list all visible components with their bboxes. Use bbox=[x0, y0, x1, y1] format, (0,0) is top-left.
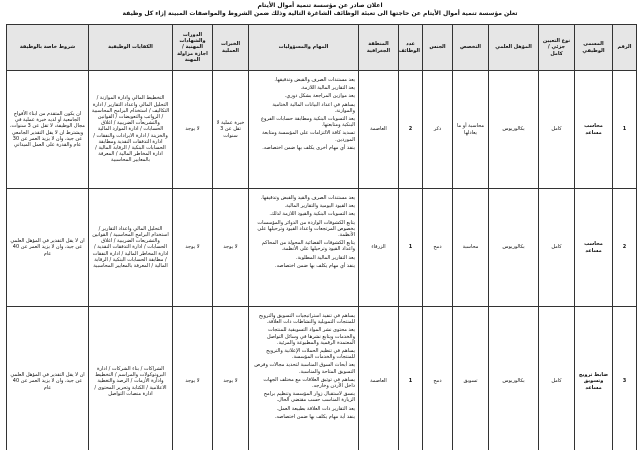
col-header-qualification: المؤهل العلمي bbox=[489, 25, 539, 71]
task-item: يساهم في توثيق العلاقات مع مختلف الجهات داخل الأردن وخارجه. bbox=[263, 376, 355, 390]
cell-competencies: التخطيط المالي وادارة الموازنة / التحليل المالي واعداد التقارير / ادارة التكاليف / استخدام البرامج المحاسبية / الرواتب والتعويضات / القوانين والتشريعات الضريبية / اغلاق الحسابات / ادارة الموارد المالية والخزينة / ادارة الايرادات والنفقات / ادارة التدفقات النقدية ومطابقة الحسابات البنكية / الرقابة المالية / ادارة المخاطر المالية / المعرفة بالمعايير المحاسبية bbox=[89, 71, 173, 189]
task-item: يساهم في تنظيم الحملات الإعلانية والترويج للمنتجات والخدمات المؤسسة. bbox=[266, 348, 355, 361]
cell-number: 3 bbox=[613, 307, 637, 450]
cell-special: ان لا يقل التقدير في المؤهل العلمي عن جيد، وان لا يزيد العمر عن 40 عام bbox=[7, 189, 89, 307]
cell-title: ضابط ترويج وتسويق مساعد bbox=[575, 307, 613, 450]
col-header-experience: الخبرات العملية bbox=[213, 25, 249, 71]
cell-count: 1 bbox=[399, 307, 423, 450]
cell-qualification: بكالوريوس bbox=[489, 189, 539, 307]
cell-tasks bbox=[249, 71, 359, 189]
col-header-tasks: المهام والمسؤوليات bbox=[249, 25, 359, 71]
cell-experience: لا يوجد bbox=[213, 307, 249, 450]
task-item: يعد التسويات البنكية ومطابقة حسابات الفروع البنكية ومتابعتها. bbox=[261, 116, 355, 129]
col-header-special: شروط خاصة بالوظيفة bbox=[7, 25, 89, 71]
task-item: يعد القيود اليومية والتقارير المالية. bbox=[284, 203, 355, 210]
task-item: يعد مستندات الصرف والقبض وتدقيقها. bbox=[274, 77, 355, 83]
task-item: يعد التقارير ذات العلاقة بطبيعة العمل. bbox=[276, 405, 355, 412]
cell-certificates: لا يوجد bbox=[173, 307, 213, 450]
cell-certificates: لا يوجد bbox=[173, 71, 213, 189]
cell-qualification: بكالوريوس bbox=[489, 71, 539, 189]
cell-qualification: بكالوريوس bbox=[489, 307, 539, 450]
task-item: يساهم في اعداد البيانات المالية الختامية والموازنة. bbox=[272, 101, 355, 114]
jobs-table bbox=[6, 24, 637, 450]
cell-number: 2 bbox=[613, 189, 637, 307]
task-item: يساهم في تنفيذ استراتيجيات التسويق والترويج للمنتجات التمويلية والنشاطات ذات العلاقة. bbox=[258, 313, 355, 326]
task-item: يعد مستندات الصرف والقيد والقبض وتدقيقها. bbox=[260, 195, 355, 201]
task-item: ينفذ أية مهام يكلف بها ضمن اختصاصه. bbox=[274, 413, 355, 420]
cell-region: العاصمة bbox=[359, 71, 399, 189]
cell-type: كامل bbox=[539, 189, 575, 307]
cell-certificates: لا يوجد bbox=[173, 189, 213, 307]
task-item: ينسق لاستقبال زوار المؤسسة وتنظيم برامج الزيارة المناسب حسب مقتضى الحال. bbox=[263, 391, 355, 404]
cell-region: العاصمة bbox=[359, 307, 399, 450]
col-header-type: نوع التعيين جزئي / كامل bbox=[539, 25, 575, 71]
col-header-title: المسمى الوظيفي bbox=[575, 25, 613, 71]
task-item: تسديد كافة الالتزامات على المؤسسة ومتابعة الموردين. bbox=[262, 130, 355, 143]
table-header-row bbox=[7, 25, 637, 71]
table-row bbox=[7, 307, 637, 450]
task-item: يعد التقارير المالية المطلوبة. bbox=[295, 254, 355, 261]
col-header-competencies: الكفايات الوظيفية bbox=[89, 25, 173, 71]
cell-special: ان لا يقل التقدير في المؤهل العلمي عن جيد، وان لا يزيد العمر عن 40 عام bbox=[7, 307, 89, 450]
col-header-gender: الجنس bbox=[423, 25, 453, 71]
cell-count: 2 bbox=[399, 71, 423, 189]
task-item: يعد موازين المراجعة بشكل دوري. bbox=[284, 93, 355, 100]
task-item: يتابع الكشوفات القضائية المحولة من المحاكم واعداد القيود وترحيلها على الأنظمة. bbox=[261, 240, 355, 253]
task-item: يعد أبحاث السوق المناسبة لتحديد مجالات وفرص التسويق المتاحة والمناسبة. bbox=[254, 362, 355, 375]
cell-special: ان يكون المتقدم من ابناء الأفواج الجامعية أو لديه خبرة عملية في مجال الوظيفة، لا تقل عن 3 سنوات، ويشترط ان لا يقل التقدير الجامعي عن جيد، وان لا يزيد العمر عن 30 عام والقدرة على العمل الميداني bbox=[7, 71, 89, 189]
col-header-region: المنطقة الجغرافية bbox=[359, 25, 399, 71]
cell-tasks bbox=[249, 307, 359, 450]
cell-experience: خبرة عملية لا تقل عن 3 سنوات bbox=[213, 71, 249, 189]
cell-gender: دمج bbox=[423, 189, 453, 307]
task-item: يعد التسويات البنكية والقيود اللازمة لذلك. bbox=[269, 211, 355, 218]
header-title: اعلان صادر عن مؤسسة تنمية أموال الأيتام bbox=[257, 2, 383, 9]
task-item: ينفذ أي مهام أخرى يكلف بها ضمن اختصاصه. bbox=[262, 144, 355, 151]
cell-specialty: محاسبة أو ما يعادلها bbox=[453, 71, 489, 189]
cell-specialty: تسويق bbox=[453, 307, 489, 450]
cell-gender: دمج bbox=[423, 307, 453, 450]
task-item: ينفذ أي مهام يكلف بها ضمن اختصاصه. bbox=[274, 262, 355, 269]
cell-title: محاسب مساعد bbox=[575, 189, 613, 307]
cell-competencies: التحليل المالي واعداد التقارير / استخدام البرامج المحاسبية / القوانين والتشريعات الضريبية / اغلاق الحسابات / ادارة التدفقات النقدية / ادارة المخاطر المالية / ادارة النفقات / مطابقة الحسابات البنكية / الرقابة المالية / المعرفة بالمعايير المحاسبية bbox=[89, 189, 173, 307]
task-item: يعد محتوى نشر المواد التسويقية للمنتجات والخدمات ويتابع نشرها في وسائل التواصل المعتمدة الرقمية والمطبوعة والمرئية. bbox=[267, 327, 355, 346]
cell-gender: ذكر bbox=[423, 71, 453, 189]
cell-experience: لا يوجد bbox=[213, 189, 249, 307]
col-header-count: عدد الوظائف bbox=[399, 25, 423, 71]
cell-number: 1 bbox=[613, 71, 637, 189]
task-item: يتابع الكشوفات الواردة من الدوائر والمؤسسات بخصوص المرتجعات واعداد القيود وترحيلها على الأنظمة. bbox=[257, 219, 355, 239]
cell-tasks bbox=[249, 189, 359, 307]
announcement-header bbox=[0, 2, 640, 18]
table-row bbox=[7, 71, 637, 189]
cell-specialty: محاسبة bbox=[453, 189, 489, 307]
cell-competencies: الشراكات / بناء الشركات / ادارة البروتوكولات والمراسم / التخطيط وادارة الأزمات / الرصد والتغطية الاعلامية / الكتابة وتحرير المحتوى / ادارة منصات التواصل bbox=[89, 307, 173, 450]
cell-count: 1 bbox=[399, 189, 423, 307]
cell-region: الزرقاء bbox=[359, 189, 399, 307]
col-header-specialty: التخصص bbox=[453, 25, 489, 71]
cell-title: محاسب مساعد bbox=[575, 71, 613, 189]
col-header-certificates: الدورات والشهادات المهنية / اجازة مزاولة المهنة bbox=[173, 25, 213, 71]
table-row bbox=[7, 189, 637, 307]
task-item: يعد التقارير المالية اللازمة. bbox=[300, 85, 355, 92]
cell-type: كامل bbox=[539, 71, 575, 189]
cell-type: كامل bbox=[539, 307, 575, 450]
header-subtitle: تعلن مؤسسة تنمية أموال الأيتام عن حاجتها الى تعبئة الوظائف الشاغرة التالية وذلك ضمن الشروط والمواصفات المبينة إزاء كل وظيفة bbox=[122, 10, 518, 17]
col-header-number: الرقم bbox=[613, 25, 637, 71]
